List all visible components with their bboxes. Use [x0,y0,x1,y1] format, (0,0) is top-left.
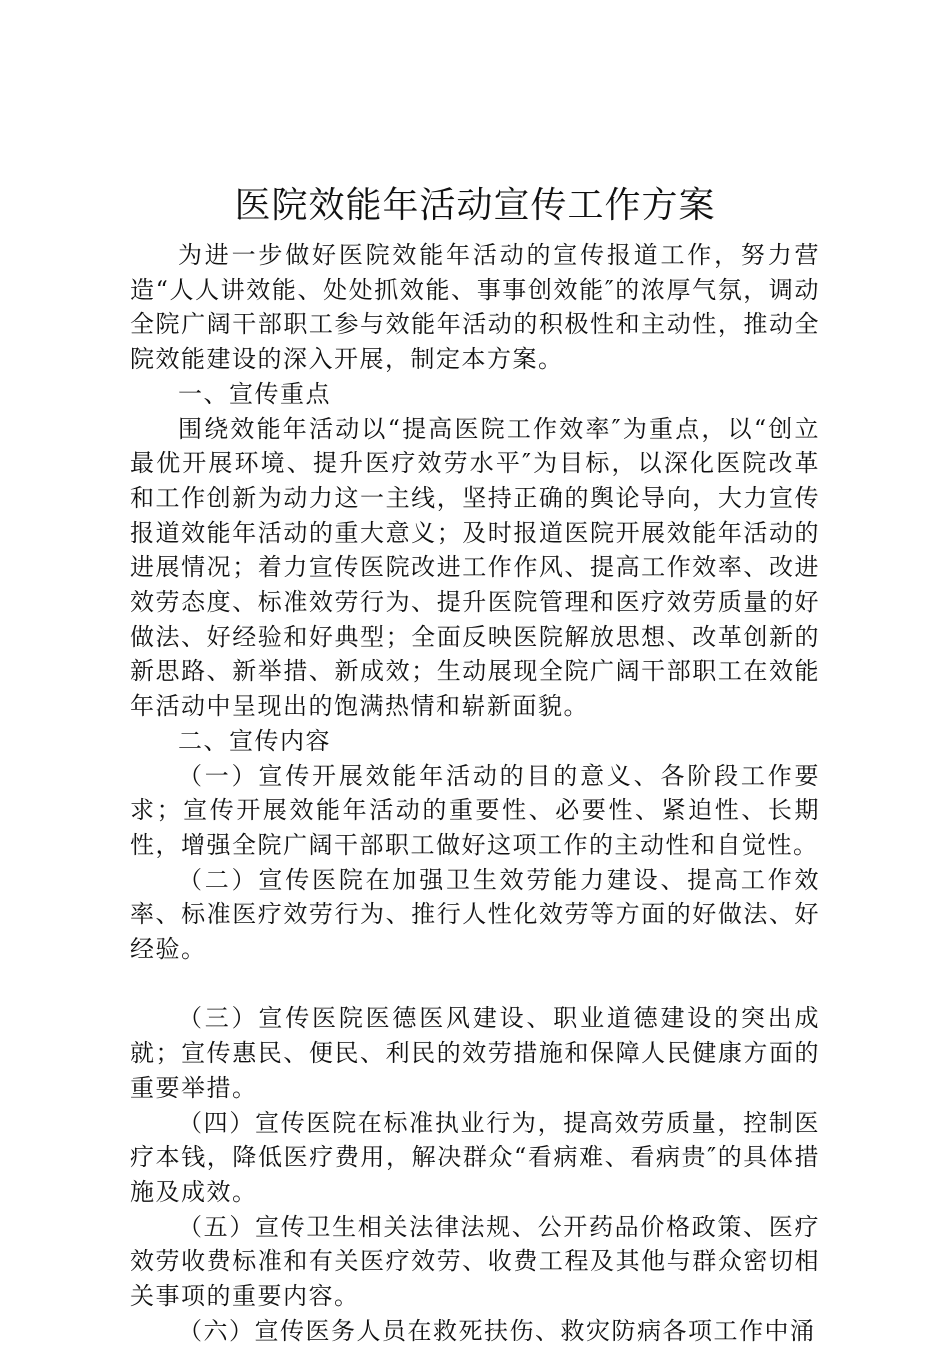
content-item-5: （五）宣传卫生相关法律法规、公开药品价格政策、医疗效劳收费标准和有关医疗效劳、收费工程及其他与群众密切相关事项的重要内容。 [130,1212,820,1311]
intro-paragraph: 为进一步做好医院效能年活动的宣传报道工作，努力营造“人人讲效能、处处抓效能、事事创效能″的浓厚气氛，调动全院广阔干部职工参与效能年活动的积极性和主动性，推动全院效能建设的深入开展，制定本方案。 [130,241,820,374]
content-item-4: （四）宣传医院在标准执业行为，提高效劳质量，控制医疗本钱，降低医疗费用，解决群众“看病难、看病贵″的具体措施及成效。 [130,1108,820,1206]
content-item-6: （六）宣传医务人员在救死扶伤、救灾防病各项工作中涌 [178,1316,816,1345]
section-heading-content: 二、宣传内容 [178,726,331,755]
blank-line [130,967,820,1002]
content-item-3: （三）宣传医院医德医风建设、职业道德建设的突出成就；宣传惠民、便民、利民的效劳措施和保障人民健康方面的重要举措。 [130,1004,820,1102]
document-body [130,238,820,1348]
content-item-1: （一）宣传开展效能年活动的目的意义、各阶段工作要求；宣传开展效能年活动的重要性、必要性、紧迫性、长期性，增强全院广阔干部职工做好这项工作的主动性和自觉性。 [130,761,820,859]
document-title: 医院效能年活动宣传工作方案 [234,185,716,226]
content-item-2: （二）宣传医院在加强卫生效劳能力建设、提高工作效率、标准医疗效劳行为、推行人性化效劳等方面的好做法、好经验。 [130,865,820,964]
section-heading-focus: 一、宣传重点 [178,379,331,408]
section-focus-paragraph: 围绕效能年活动以“提高医院工作效率″为重点，以“创立最优开展环境、提升医疗效劳水平″为目标，以深化医院改革和工作创新为动力这一主线，坚持正确的舆论导向，大力宣传报道效能年活动的重大意义；及时报道医院开展效能年活动的进展情况；着力宣传医院改进工作作风、提高工作效率、改进效劳态度、标准效劳行为、提升医院管理和医疗效劳质量的好做法、好经验和好典型；全面反映医院解放思想、改革创新的新思路、新举措、新成效；生动展现全院广阔干部职工在效能年活动中呈现出的饱满热情和崭新面貌。 [130,414,820,721]
